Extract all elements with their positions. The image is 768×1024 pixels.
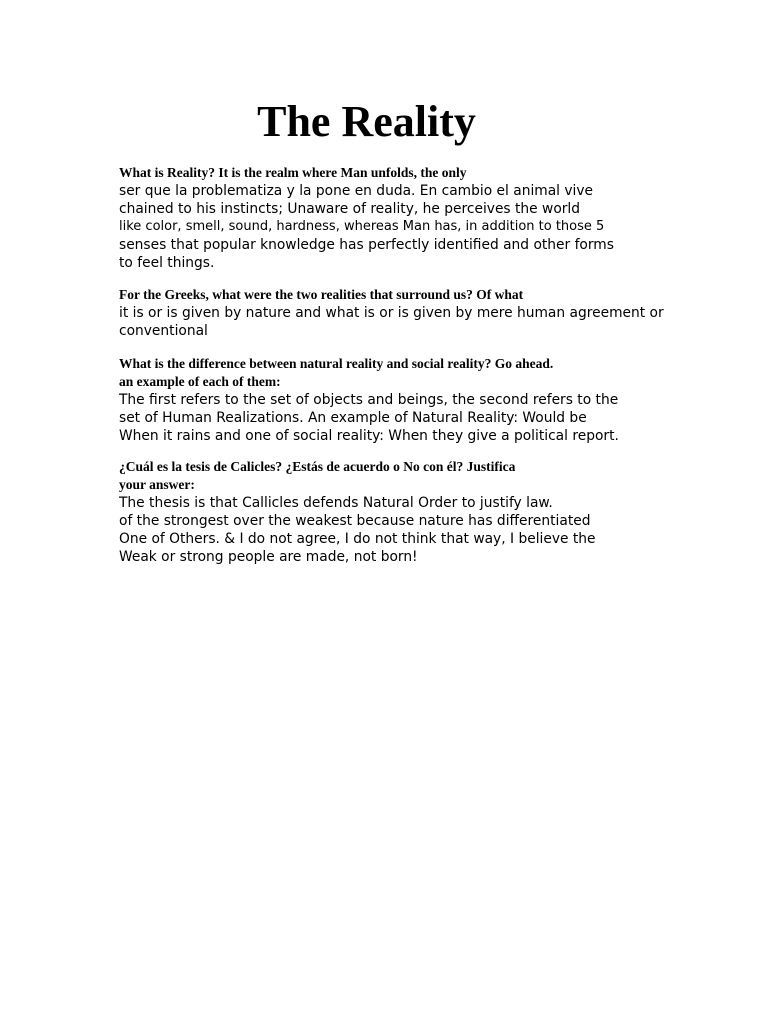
question-line: ¿Cuál es la tesis de Calicles? ¿Estás de acuerdo o No con él? Justifica: [119, 459, 516, 474]
answer-line: chained to his instincts; Unaware of reality, he perceives the world: [119, 201, 581, 217]
question-line: your answer:: [119, 477, 195, 492]
section-3: [119, 355, 759, 445]
question-4: [119, 458, 759, 494]
answer-3: [119, 391, 759, 445]
question-1: [119, 164, 759, 182]
answer-line: Weak or strong people are made, not born!: [119, 549, 418, 565]
answer-line: When it rains and one of social reality: When they give a political report.: [119, 428, 619, 444]
question-line: For the Greeks, what were the two realities that surround us? Of what: [119, 287, 524, 302]
question-3: [119, 355, 759, 391]
answer-line: The thesis is that Callicles defends Natural Order to justify law.: [119, 495, 553, 511]
question-line: What is Reality? It is the realm where Man unfolds, the only: [119, 165, 467, 180]
answer-line: it is or is given by nature and what is or is given by mere human agreement or: [119, 305, 664, 321]
answer-line: ser que la problematiza y la pone en duda. En cambio el animal vive: [119, 183, 594, 199]
answer-2: [119, 304, 759, 340]
answer-line: conventional: [119, 323, 208, 339]
question-line: an example of each of them:: [119, 374, 281, 389]
question-2: [119, 286, 759, 304]
answer-line: like color, smell, sound, hardness, whereas Man has, in addition to those 5: [119, 219, 605, 234]
answer-line: of the strongest over the weakest because nature has differentiated: [119, 513, 591, 529]
question-line: What is the difference between natural reality and social reality? Go ahead.: [119, 356, 554, 371]
answer-line: to feel things.: [119, 255, 215, 271]
document-body: [119, 164, 759, 566]
section-1: [119, 164, 759, 272]
answer-line: The first refers to the set of objects and beings, the second refers to the: [119, 392, 619, 408]
section-4: [119, 458, 759, 566]
answer-line: senses that popular knowledge has perfectly identified and other forms: [119, 237, 614, 253]
section-2: [119, 286, 759, 340]
answer-4: [119, 494, 759, 566]
answer-1: [119, 182, 759, 272]
answer-line: One of Others. & I do not agree, I do not think that way, I believe the: [119, 531, 596, 547]
page-title: The Reality: [257, 97, 476, 146]
answer-line: set of Human Realizations. An example of Natural Reality: Would be: [119, 410, 587, 426]
